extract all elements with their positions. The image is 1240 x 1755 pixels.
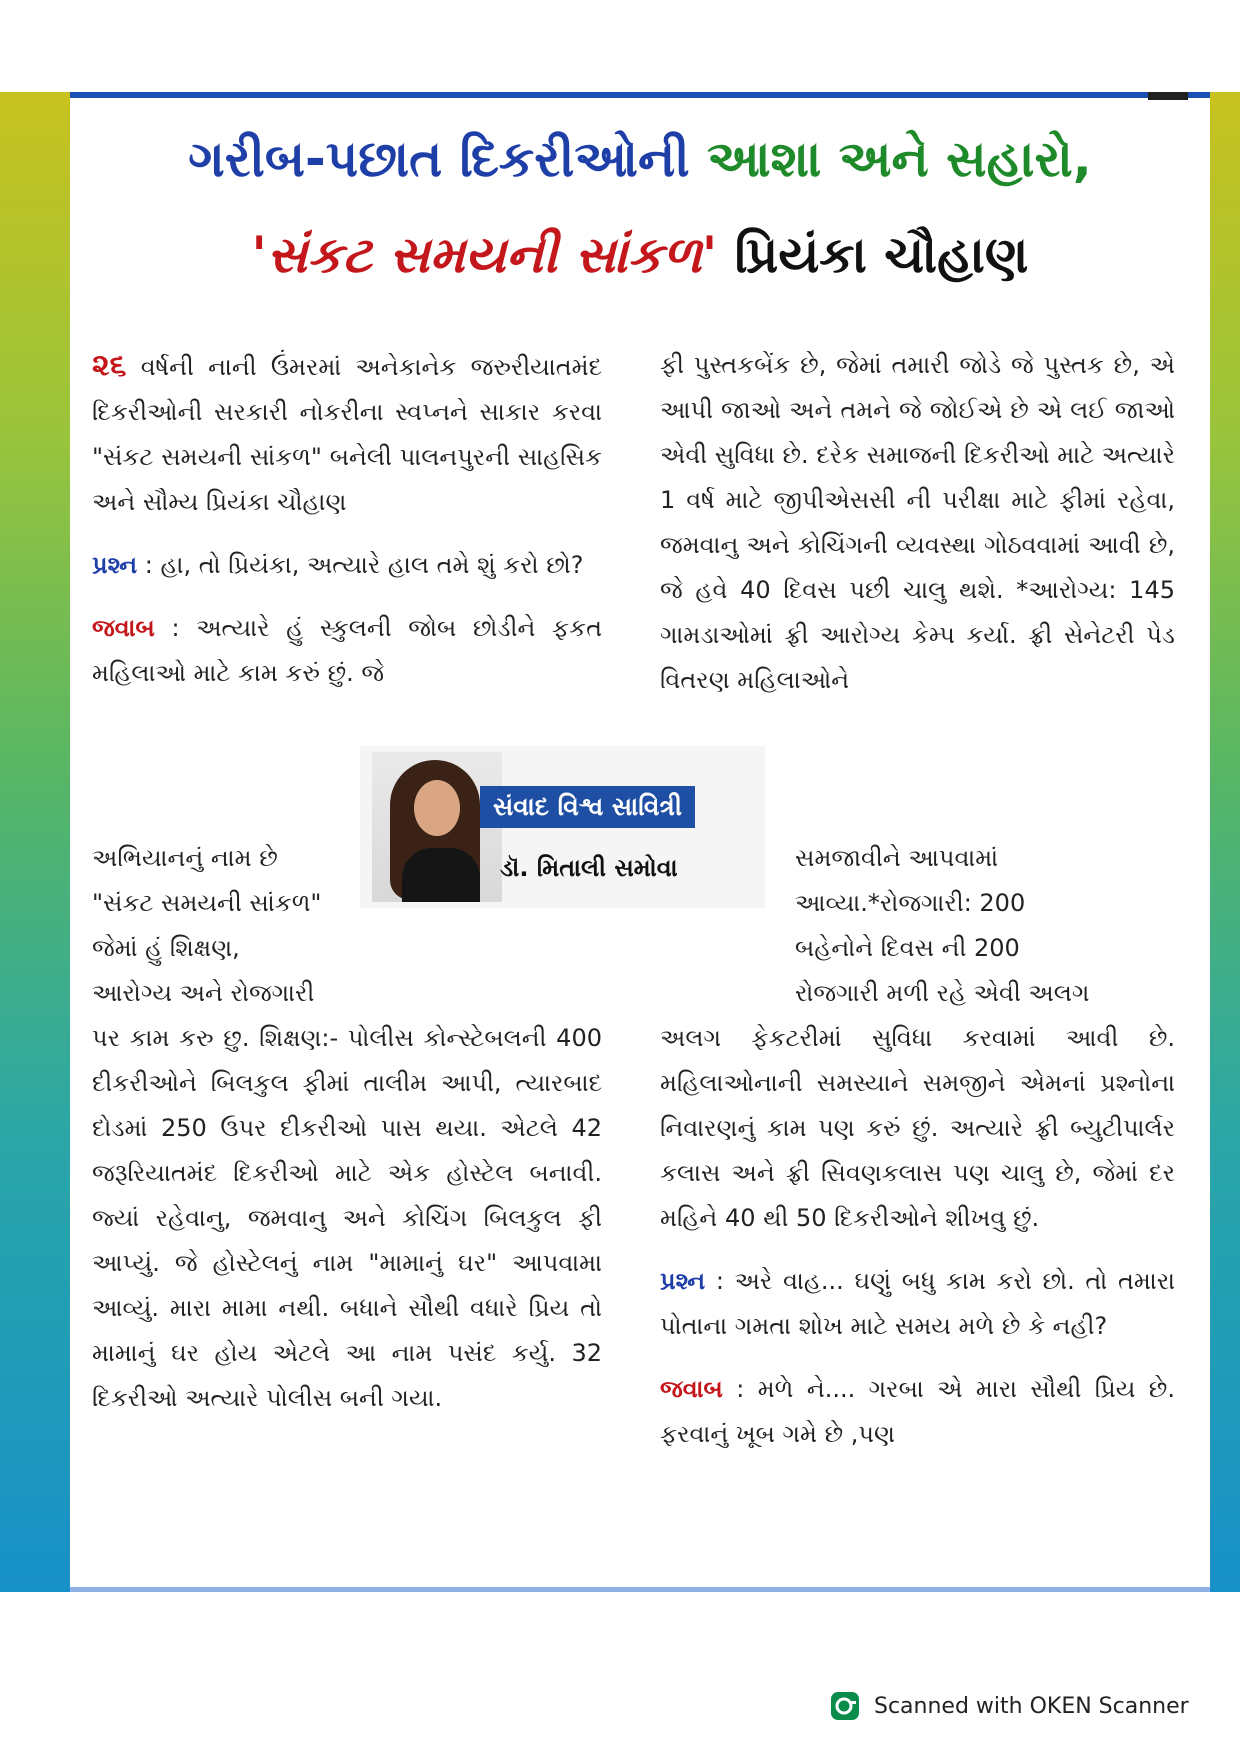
question-label: પ્રશ્ન — [660, 1267, 706, 1295]
headline-part-2: આશા અને સહારો, — [706, 130, 1092, 188]
narrow-line: આરોગ્ય અને રોજગારી — [92, 979, 315, 1007]
scanner-watermark — [830, 1688, 1189, 1724]
right-bottom-paragraph: અલગ ફેકટરીમાં સુવિધા કરવામાં આવી છે. મહિલાઓનાની સમસ્યાને સમજીને એમનાં પ્રશ્નોના નિવારણનું કામ પણ કરું છું. અત્યારે ફ્રી બ્યુટીપાર્લર કલાસ અને ફ્રી સિવણકલાસ પણ ચાલુ છે, જેમાં દર મહિને 40 થી 50 દિકરીઓને શીખવુ છું. — [660, 1024, 1175, 1232]
corner-mark — [1148, 92, 1188, 100]
narrow-line: જેમાં હું શિક્ષણ, — [92, 934, 240, 962]
narrow-line: બહેનોને દિવસ ની 200 — [795, 934, 1020, 962]
byline-box — [360, 746, 765, 908]
headline-part-1: ગરીબ-પછાત દિકરીઓની — [188, 130, 690, 188]
narrow-line: "સંકટ સમયની સાંકળ" — [92, 889, 322, 917]
oken-scanner-logo-icon — [830, 1691, 860, 1721]
intro-lead: ૨૬ — [92, 348, 127, 383]
narrow-line: સમજાવીને આપવામાં — [795, 844, 999, 872]
newspaper-article — [70, 92, 1210, 1592]
headline-part-4: પ્રિયંકા ચૌહાણ — [734, 226, 1029, 284]
question-label: પ્રશ્ન — [92, 551, 138, 579]
narrow-line: અભિયાનનું નામ છે — [92, 844, 278, 872]
headline-line-2 — [70, 226, 1210, 285]
question-text: : હા, તો પ્રિયંકા, અત્યારે હાલ તમે શું કરો છો? — [137, 551, 584, 579]
answer-1 — [92, 606, 602, 696]
question-2 — [660, 1259, 1175, 1349]
right-column-narrow — [795, 836, 1175, 1016]
narrow-line: આવ્યા.*રોજગારી: 200 — [795, 889, 1026, 917]
left-column-narrow — [92, 836, 372, 1016]
author-name: ડૉ. મિતાલી સમોવા — [500, 854, 678, 882]
left-column-bottom — [92, 1016, 602, 1439]
answer-text: : અત્યારે હું સ્કુલની જોબ છોડીને ફકત મહિલાઓ માટે કામ કરું છું. જે — [92, 614, 602, 687]
answer-label: જવાબ — [92, 614, 155, 642]
answer-text: : મળે ને.... ગરબા એ મારા સૌથી પ્રિય છે. ફરવાનું ખૂબ ગમે છે ,પણ — [660, 1375, 1175, 1448]
column-name-badge: સંવાદ વિશ્વ સાવિત્રી — [480, 786, 695, 828]
answer-label: જવાબ — [660, 1375, 723, 1403]
right-top-paragraph: ફી પુસ્તકબેંક છે, જેમાં તમારી જોડે જે પુસ્તક છે, એ આપી જાઓ અને તમને જે જોઈએ છે એ લઈ જાઓ એવી સુવિધા છે. દરેક સમાજની દિકરીઓ માટે અત્યારે 1 વર્ષ માટે જીપીએસસી ની પરીક્ષા માટે ફીમાં રહેવા, જમવાનુ અને કોચિંગની વ્યવસ્થા ગોઠવવામાં આવી છે, જે હવે 40 દિવસ પછી ચાલુ થશે. *આરોગ્ય: 145 ગામડાઓમાં ફ્રી આરોગ્ય કેમ્પ કર્યા. ફ્રી સેનેટરી પેડ વિતરણ મહિલાઓને — [660, 351, 1175, 694]
right-column-top — [660, 343, 1175, 721]
headline-part-3: 'સંકટ સમયની સાંકળ' — [251, 226, 718, 284]
left-bottom-paragraph: પર કામ કરુ છુ. શિક્ષણ:- પોલીસ કોન્સ્ટેબલની 400 દીકરીઓને બિલકુલ ફીમાં તાલીમ આપી, ત્યારબાદ દોડમાં 250 ઉપર દીકરીઓ પાસ થયા. એટલે 42 જરૂરિયાતમંદ દિકરીઓ માટે એક હોસ્ટેલ બનાવી. જ્યાં રહેવાનુ, જમવાનુ અને કોચિંગ બિલકુલ ફી આપ્યું. જે હોસ્ટેલનું નામ "મામાનું ઘર" આપવામા આવ્યું. મારા મામા નથી. બધાને સૌથી વધારે પ્રિય તો મામાનું ઘર હોય એટલે આ નામ પસંદ કર્યુ. 32 દિકરીઓ અત્યારે પોલીસ બની ગયા. — [92, 1024, 602, 1412]
scanner-text: Scanned with OKEN Scanner — [874, 1693, 1189, 1719]
right-column-bottom — [660, 1016, 1175, 1475]
question-1 — [92, 543, 602, 588]
headline-line-1 — [70, 130, 1210, 189]
answer-2 — [660, 1367, 1175, 1457]
narrow-line: રોજગારી મળી રહે એવી અલગ — [795, 979, 1090, 1007]
intro-body: વર્ષની નાની ઉંમરમાં અનેકાનેક જરુરીયાતમંદ દિકરીઓની સરકારી નોકરીના સ્વપ્નને સાકાર કરવા "સંકટ સમયની સાંકળ" બનેલી પાલનપુરની સાહસિક અને સૌમ્ય પ્રિયંકા ચૌહાણ — [92, 353, 602, 516]
question-text: : અરે વાહ... ઘણું બધુ કામ કરો છો. તો તમારા પોતાના ગમતા શોખ માટે સમય મળે છે કે નહી? — [660, 1267, 1175, 1340]
intro-paragraph — [92, 343, 602, 525]
left-column-top — [92, 343, 602, 714]
